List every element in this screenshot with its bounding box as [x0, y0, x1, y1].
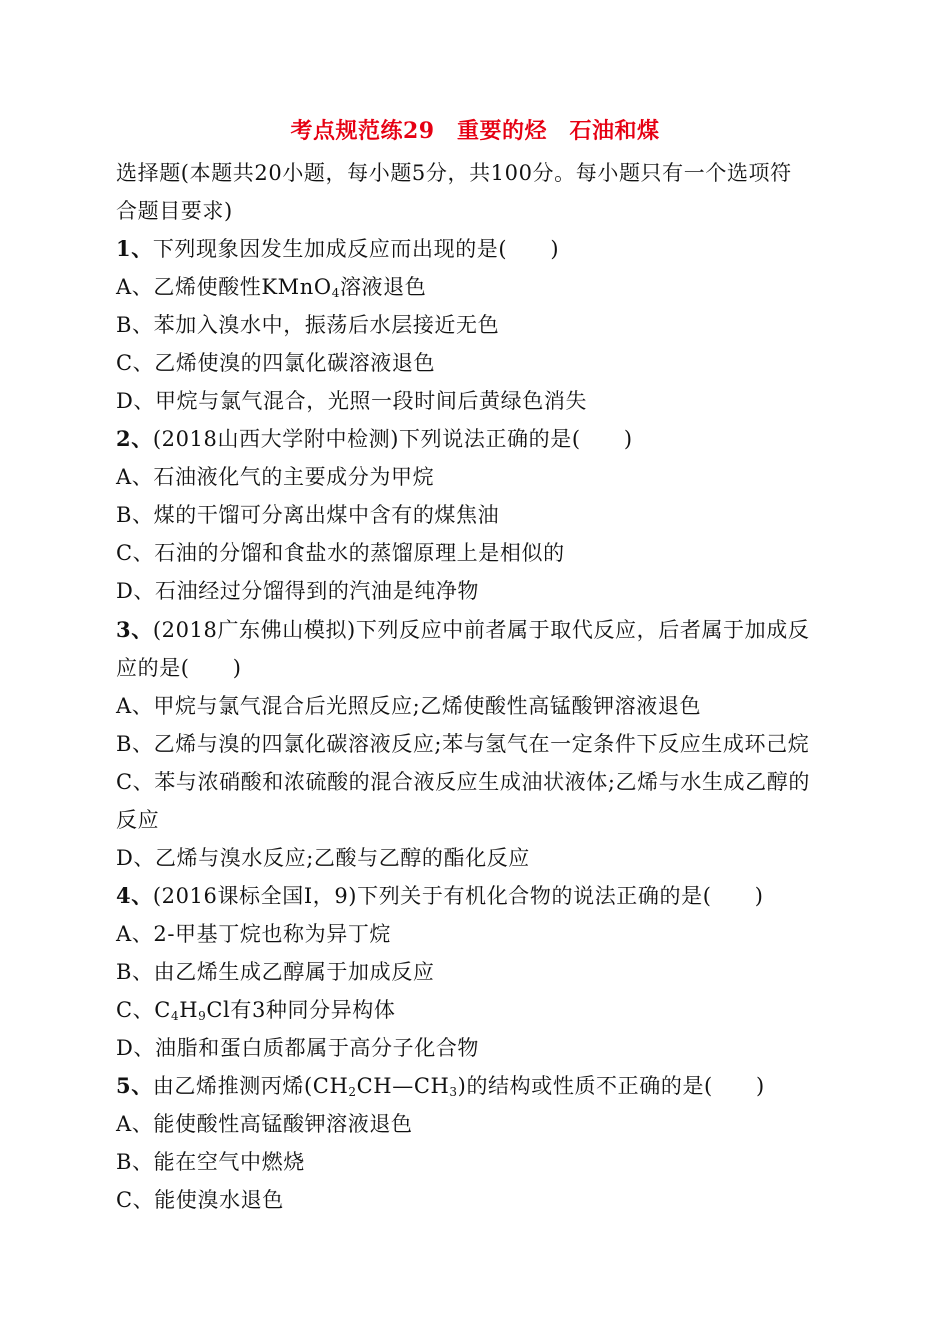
- intro-line-1: 选择题(本题共20小题，每小题5分，共100分。每小题只有一个选项符: [116, 161, 792, 185]
- page-title: 考点规范练29 重要的烃 石油和煤: [290, 118, 660, 144]
- question-1-option-d: D、甲烷与氯气混合，光照一段时间后黄绿色消失: [116, 389, 588, 413]
- question-1-option-c: C、乙烯使溴的四氯化碳溶液退色: [116, 351, 436, 375]
- question-2-stem: 2、(2018山西大学附中检测)下列说法正确的是( ): [116, 426, 633, 451]
- question-number: 1、: [116, 236, 153, 261]
- question-5-option-b: B、能在空气中燃烧: [116, 1150, 305, 1174]
- question-3-option-a: A、甲烷与氯气混合后光照反应;乙烯使酸性高锰酸钾溶液退色: [116, 694, 702, 718]
- question-4-option-b: B、由乙烯生成乙醇属于加成反应: [116, 960, 435, 984]
- question-4-option-a: A、2-甲基丁烷也称为异丁烷: [116, 922, 392, 946]
- question-2-option-d: D、石油经过分馏得到的汽油是纯净物: [116, 579, 480, 603]
- question-3-option-c-line-1: C、苯与浓硝酸和浓硫酸的混合液反应生成油状液体;乙烯与水生成乙醇的: [116, 770, 810, 794]
- question-1-option-b: B、苯加入溴水中，振荡后水层接近无色: [116, 313, 500, 337]
- question-3-option-c-line-2: 反应: [116, 808, 160, 832]
- question-4-option-d: D、油脂和蛋白质都属于高分子化合物: [116, 1036, 480, 1060]
- question-5-option-a: A、能使酸性高锰酸钾溶液退色: [116, 1112, 413, 1136]
- question-5-stem: 5、由乙烯推测丙烯$(CH_2CH—CH_3)$的结构或性质不正确的是( ): [116, 1073, 765, 1099]
- question-number: 5、: [116, 1073, 153, 1098]
- intro-line-2: 合题目要求): [116, 199, 233, 223]
- question-2-option-c: C、石油的分馏和食盐水的蒸馏原理上是相似的: [116, 541, 565, 565]
- question-1-option-a: A、乙烯使酸性KMnO$_4$溶液退色: [116, 275, 427, 300]
- question-3-option-d: D、乙烯与溴水反应;乙酸与乙醇的酯化反应: [116, 846, 530, 870]
- question-number: 2、: [116, 426, 153, 451]
- question-4-stem: 4、(2016课标全国Ⅰ，9)下列关于有机化合物的说法正确的是( ): [116, 883, 764, 908]
- question-4-option-c: C、$C_4H_9Cl$有3种同分异构体: [116, 998, 396, 1023]
- question-2-option-a: A、石油液化气的主要成分为甲烷: [116, 465, 435, 489]
- question-number: 4、: [116, 883, 153, 908]
- question-1-stem: 1、下列现象因发生加成反应而出现的是( ): [116, 236, 560, 261]
- question-number: 3、: [116, 617, 153, 642]
- question-2-option-b: B、煤的干馏可分离出煤中含有的煤焦油: [116, 503, 500, 527]
- question-5-option-c: C、能使溴水退色: [116, 1188, 284, 1212]
- question-3-stem-line-2: 应的是( ): [116, 656, 242, 680]
- question-3-option-b: B、乙烯与溴的四氯化碳溶液反应;苯与氢气在一定条件下反应生成环己烷: [116, 732, 810, 756]
- question-3-stem-line-1: 3、(2018广东佛山模拟)下列反应中前者属于取代反应，后者属于加成反: [116, 617, 810, 642]
